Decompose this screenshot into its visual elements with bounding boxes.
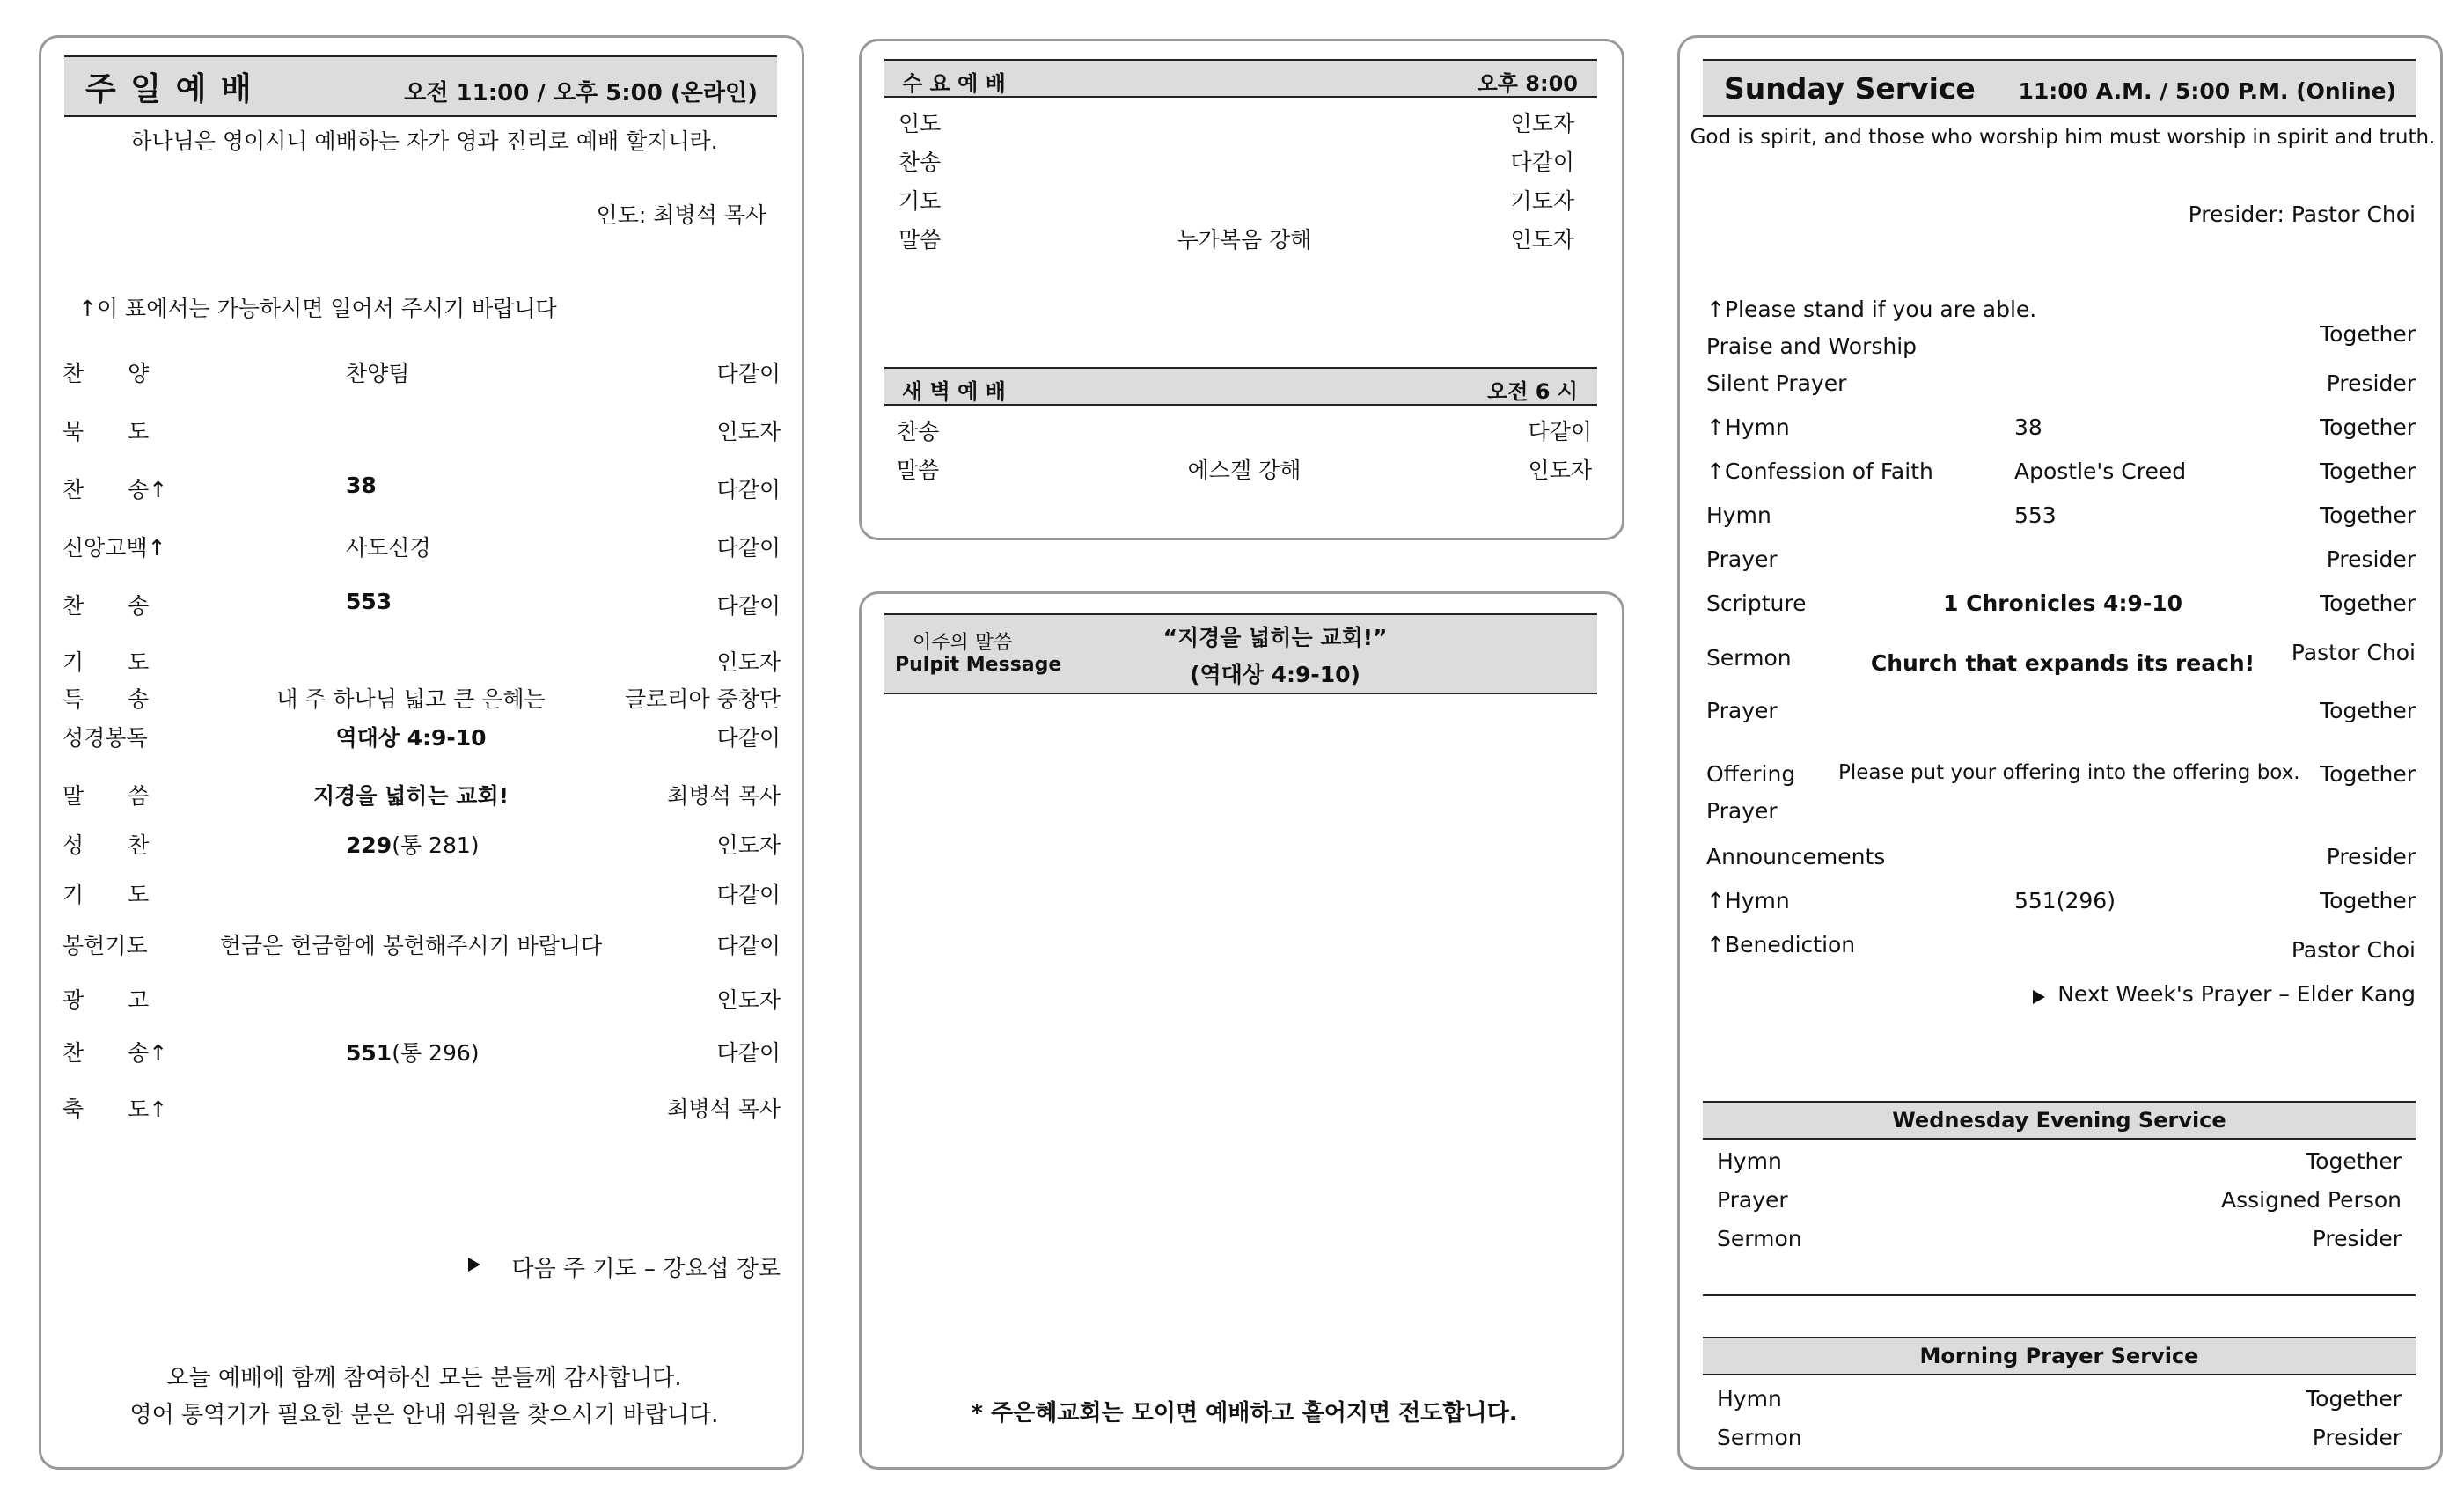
english-verse: God is spirit, and those who worship him must worship in spirit and truth. — [1690, 126, 2436, 149]
dawn-item-name: 말씀 — [897, 458, 940, 483]
pulpit-label-en: Pulpit Message — [895, 654, 1062, 676]
order-item-detail: 찬양팀 — [346, 361, 410, 386]
english-morning-item-leader: Presider — [2312, 1425, 2402, 1450]
english-item-name: Silent Prayer — [1706, 370, 1847, 396]
wednesday-item-leader: 기도자 — [1510, 188, 1574, 214]
english-wednesday-item-name: Hymn — [1717, 1148, 1782, 1174]
order-item-leader: 다같이 — [716, 593, 781, 619]
wednesday-item-leader: 다같이 — [1510, 150, 1574, 175]
hymn-number: 551 — [346, 1040, 392, 1066]
english-item-name: Prayer — [1706, 546, 1778, 572]
order-item-leader: 다같이 — [716, 725, 781, 751]
dawn-time: 오전 6 시 — [1487, 379, 1578, 404]
hymn-number: 229 — [346, 832, 392, 858]
wednesday-item-name: 인도 — [898, 111, 942, 136]
english-item-leader: Together — [2320, 761, 2416, 787]
english-item-name: Prayer — [1706, 698, 1778, 723]
english-morning-title: Morning Prayer Service — [1919, 1344, 2199, 1368]
section-divider — [1703, 1294, 2416, 1296]
english-wednesday-item-leader: Presider — [2312, 1226, 2402, 1251]
english-item-name: Hymn — [1706, 502, 1771, 528]
english-item-leader: Presider — [2326, 546, 2416, 572]
pulpit-title: “지경을 넓히는 교회!” — [1162, 625, 1388, 650]
english-wednesday-title: Wednesday Evening Service — [1892, 1108, 2226, 1133]
order-item-name: 찬 송 — [62, 593, 150, 619]
stand-note: ↑이 표에서는 가능하시면 일어서 주시기 바랍니다 — [78, 296, 557, 321]
english-morning-item-name: Sermon — [1717, 1425, 1802, 1450]
order-item-name: 찬 송↑ — [62, 1040, 168, 1066]
order-item-detail: 38 — [346, 473, 377, 498]
english-wednesday-item-name: Sermon — [1717, 1226, 1802, 1251]
wednesday-item-name: 기도 — [898, 188, 942, 214]
english-panel — [1677, 35, 2443, 1470]
english-item-detail: Church that expands its reach! — [1870, 650, 2255, 676]
english-item-leader: Together — [2320, 321, 2416, 347]
sunday-presider: 인도: 최병석 목사 — [596, 202, 766, 228]
order-item-name: 봉헌기도 — [62, 933, 148, 958]
english-next-week: Next Week's Prayer – Elder Kang — [2057, 981, 2416, 1007]
order-item-leader: 인도자 — [716, 832, 781, 858]
wednesday-item-leader: 인도자 — [1510, 111, 1574, 136]
order-item-name: 찬 양 — [62, 361, 150, 386]
order-item-detail: 553 — [346, 589, 392, 614]
order-item-leader: 인도자 — [716, 419, 781, 444]
wednesday-item-leader: 인도자 — [1510, 227, 1574, 253]
order-item-leader: 다같이 — [716, 535, 781, 561]
thanks-message: 오늘 예배에 함께 참여하신 모든 분들께 감사합니다. — [166, 1365, 682, 1391]
pulpit-reference: (역대상 4:9-10) — [1190, 662, 1360, 687]
triangle-bullet-icon — [2030, 988, 2048, 1006]
order-item-name: 기 도 — [62, 882, 150, 907]
english-item-name: ↑Hymn — [1706, 414, 1790, 440]
dawn-title: 새 벽 예 배 — [902, 379, 1006, 404]
english-item-name: Prayer — [1706, 798, 1778, 824]
english-item-leader: Pastor Choi — [2291, 640, 2416, 665]
sunday-title: 주 일 예 배 — [85, 71, 253, 107]
english-item-leader: Together — [2320, 698, 2416, 723]
english-morning-item-leader: Together — [2306, 1386, 2402, 1412]
english-item-detail: Apostle's Creed — [2014, 458, 2187, 484]
english-sunday-title: Sunday Service — [1724, 71, 1976, 106]
order-item-leader: 인도자 — [716, 987, 781, 1013]
wednesday-title: 수 요 예 배 — [902, 71, 1006, 96]
english-item-name: ↑Benediction — [1706, 932, 1856, 957]
english-item-name: Scripture — [1706, 590, 1807, 616]
dawn-item-detail: 에스겔 강해 — [1187, 458, 1302, 483]
wednesday-time: 오후 8:00 — [1477, 71, 1578, 96]
church-motto: * 주은혜교회는 모이면 예배하고 흩어지면 전도합니다. — [971, 1400, 1518, 1426]
english-item-leader: Together — [2320, 590, 2416, 616]
english-item-detail: 553 — [2014, 502, 2057, 528]
order-item-leader: 인도자 — [716, 649, 781, 675]
order-item-name: 말 씀 — [62, 783, 150, 809]
sunday-time: 오전 11:00 / 오후 5:00 (온라인) — [404, 80, 758, 106]
order-item-leader: 다같이 — [716, 477, 781, 502]
hymn-old-number: (통 296) — [392, 1040, 480, 1066]
order-item-detail: 헌금은 헌금함에 봉헌해주시기 바랍니다 — [219, 933, 603, 958]
interpreter-note: 영어 통역기가 필요한 분은 안내 위원을 찾으시기 바랍니다. — [129, 1402, 719, 1428]
order-item-name: 성 찬 — [62, 832, 150, 858]
hymn-old-number: (통 281) — [392, 832, 480, 858]
order-item-detail — [346, 1036, 480, 1067]
english-item-leader: Presider — [2326, 370, 2416, 396]
english-item-leader: Presider — [2326, 844, 2416, 869]
order-item-name: 묵 도 — [62, 419, 150, 444]
order-item-name: 신앙고백↑ — [62, 535, 166, 561]
english-item-name: Offering — [1706, 761, 1796, 787]
english-wednesday-item-leader: Assigned Person — [2220, 1187, 2402, 1213]
korean-weekday-panel — [859, 39, 1624, 540]
order-item-detail: 내 주 하나님 넓고 큰 은혜는 — [276, 686, 546, 712]
dawn-item-leader: 다같이 — [1528, 419, 1592, 444]
order-item-detail: 사도신경 — [346, 535, 431, 561]
order-item-leader: 다같이 — [716, 1040, 781, 1066]
order-item-name: 찬 송↑ — [62, 477, 168, 502]
order-item-leader: 글로리아 중창단 — [625, 686, 781, 712]
dawn-item-leader: 인도자 — [1528, 458, 1592, 483]
order-item-name: 기 도 — [62, 649, 150, 675]
order-item-leader: 다같이 — [716, 933, 781, 958]
order-item-leader: 다같이 — [716, 882, 781, 907]
english-stand-note: ↑Please stand if you are able. — [1706, 297, 2037, 322]
order-item-leader: 다같이 — [716, 361, 781, 386]
english-sunday-time: 11:00 A.M. / 5:00 P.M. (Online) — [2018, 78, 2396, 104]
english-item-detail: 1 Chronicles 4:9-10 — [1943, 590, 2182, 616]
order-item-leader: 최병석 목사 — [667, 1096, 781, 1122]
pulpit-panel — [859, 591, 1624, 1470]
english-item-detail: Please put your offering into the offering box. — [1838, 761, 2300, 784]
english-presider: Presider: Pastor Choi — [2188, 202, 2416, 227]
english-item-name: ↑Hymn — [1706, 888, 1790, 913]
korean-sunday-panel — [39, 35, 804, 1470]
triangle-bullet-icon — [466, 1256, 483, 1273]
order-item-detail — [346, 828, 480, 860]
order-item-detail: 역대상 4:9-10 — [335, 725, 487, 751]
order-item-detail: 지경을 넓히는 교회! — [312, 783, 509, 809]
english-item-leader: Together — [2320, 502, 2416, 528]
english-item-detail: 551(296) — [2014, 888, 2116, 913]
english-item-name: Announcements — [1706, 844, 1886, 869]
next-week-prayer: 다음 주 기도 – 강요섭 장로 — [511, 1256, 781, 1282]
order-item-name: 성경봉독 — [62, 725, 148, 751]
english-item-name: Praise and Worship — [1706, 334, 1918, 359]
english-item-name: Sermon — [1706, 645, 1792, 671]
order-item-name: 축 도↑ — [62, 1096, 168, 1122]
wednesday-item-name: 찬송 — [898, 150, 942, 175]
wednesday-item-name: 말씀 — [898, 227, 942, 253]
dawn-item-name: 찬송 — [897, 419, 940, 444]
english-item-detail: 38 — [2014, 414, 2042, 440]
order-item-name: 특 송 — [62, 686, 150, 712]
english-item-leader: Together — [2320, 888, 2416, 913]
english-wednesday-item-leader: Together — [2306, 1148, 2402, 1174]
english-item-leader: Together — [2320, 414, 2416, 440]
english-item-leader: Together — [2320, 458, 2416, 484]
wednesday-item-detail: 누가복음 강해 — [1177, 227, 1312, 253]
pulpit-label-ko: 이주의 말씀 — [913, 632, 1013, 654]
english-morning-item-name: Hymn — [1717, 1386, 1782, 1412]
english-item-name: ↑Confession of Faith — [1706, 458, 1933, 484]
english-item-leader: Pastor Choi — [2291, 937, 2416, 963]
english-wednesday-item-name: Prayer — [1717, 1187, 1788, 1213]
order-item-leader: 최병석 목사 — [667, 783, 781, 809]
sunday-verse: 하나님은 영이시니 예배하는 자가 영과 진리로 예배 할지니라. — [130, 128, 718, 154]
order-item-name: 광 고 — [62, 987, 150, 1013]
